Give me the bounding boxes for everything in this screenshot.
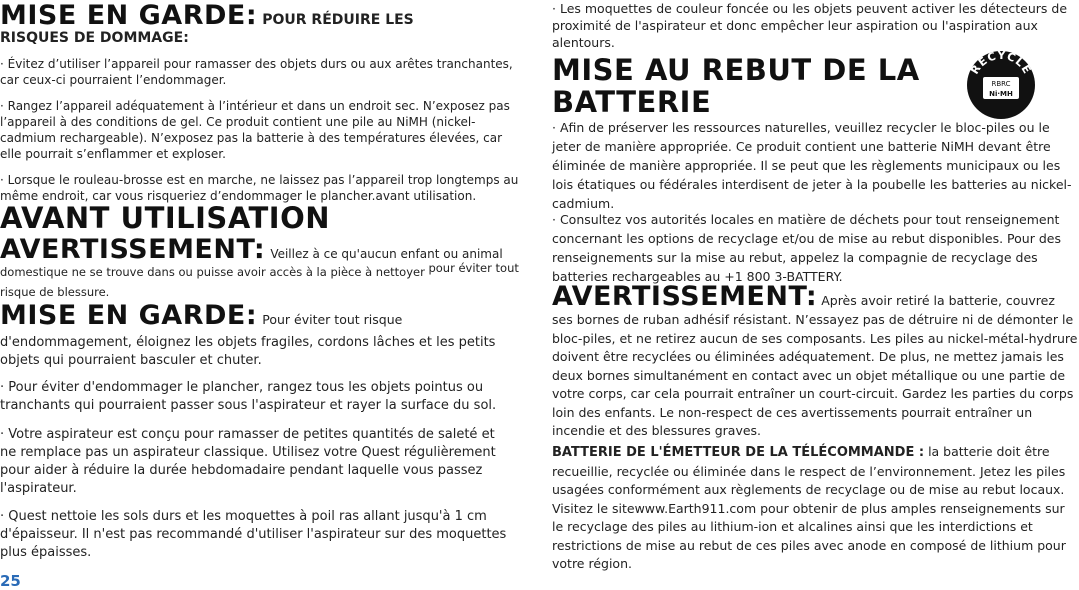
paragraph: d'endommagement, éloignez les objets fragiles, cordons lâches et les petits objets qui pourraient basculer et chuter. — [0, 335, 496, 368]
page-number: 25 — [0, 572, 21, 590]
paragraph: · Quest nettoie les sols durs et les moquettes à poil ras allant jusqu'à 1 cm d'épaisseur. Il n'est pas recommandé d'utiliser l'aspirateur sur des moquettes plus épaisses. — [0, 509, 507, 560]
caution-heading-1: MISE EN GARDE: POUR RÉDUIRE LES — [0, 0, 414, 31]
logo-middle-text: RBRC — [991, 80, 1011, 88]
warning-text: domestique ne se trouve dans ou puisse avoir accès à la pièce à nettoyer pour éviter tout — [0, 261, 519, 279]
disposal-heading-line2: BATTERIE — [552, 85, 712, 119]
paragraph: · Rangez l’appareil adéquatement à l’intérieur et dans un endroit sec. N’exposez pas l’appareil à des conditions de gel. Ce produit contient une pile au NiMH (nickel-cadmium rechargeable). N’exposez pas la batterie à des températures élevées, car elle pourrait s’enflammer et exploser. — [0, 99, 510, 161]
warning-block-2: AVERTISSEMENT: Après avoir retiré la batterie, couvrez ses bornes de ruban adhésif résistant. N’essayez pas de détruire ni de démonter le bloc-piles, et ne retirez aucun de ses composants. Les piles au nickel-métal-hydrure doivent être recyclées ou éliminées adéquatement. De plus, ne mettez jamais les deux bornes simultanément en contact avec un objet métallique ou une partie de votre corps, car cela pourrait entraîner un court-circuit. Gardez les parties du corps loin des enfants. Le non-respect de ces avertissements pourrait entraîner un incendie et des blessures graves. — [552, 281, 1078, 438]
paragraph: · Lorsque le rouleau-brosse est en marche, ne laissez pas l’appareil trop longtemps au même endroit, car vous risqueriez d’endommager le plancher.avant utilisation. — [0, 173, 519, 203]
warning-heading-1: AVERTISSEMENT: Veillez à ce qu'aucun enfant ou animal — [0, 234, 503, 265]
logo-top-text: RECYCLE — [968, 50, 1034, 77]
paragraph: · Évitez d’utiliser l’appareil pour ramasser des objets durs ou aux arêtes tranchantes, car ceux-ci pourraient l’endommager. — [0, 57, 513, 87]
remote-battery-block: BATTERIE DE L'ÉMETTEUR DE LA TÉLÉCOMMANDE : la batterie doit être recueillie, recyclée ou éliminée dans le respect de l’environnement. Jetez les piles usagées conformément aux règlements de recyclage ou de mise au rebut locaux. Visitez le sitewww.Earth911.com pour obtenir de plus amples renseignements sur le recyclage des piles au lithium-ion et alcalines ainsi que les interdictions et restrictions de mise au rebut de ces piles avec anode en composé de lithium pour votre région. — [552, 444, 1066, 571]
rbrc-recycle-logo — [966, 50, 1036, 120]
paragraph: · Afin de préserver les ressources naturelles, veuillez recycler le bloc-piles ou le jeter de manière appropriée. Ce produit contient une batterie NiMH devant être éliminée de manière appropriée. Il se peut que les règlements municipaux ou les lois étatiques ou fédérales interdisent de jeter à la poubelle les batteries au nickel-cadmium. — [552, 120, 1072, 211]
paragraph: · Consultez vos autorités locales en matière de déchets pour tout renseignement concernant les options de recyclage et/ou de mise au rebut disponibles. Pour des renseignements sur la mise au rebut, appelez la compagnie de recyclage des batteries rechargeables au +1 800 3-BATTERY. — [552, 212, 1061, 284]
paragraph: · Pour éviter d'endommager le plancher, rangez tous les objets pointus ou tranchants qui pourraient passer sous l'aspirateur et rayer la surface du sol. — [0, 380, 497, 413]
paragraph: · Les moquettes de couleur foncée ou les objets peuvent activer les détecteurs de proximité de l'aspirateur et donc empêcher leur aspiration ou l'aspiration aux alentours. — [552, 1, 1068, 50]
disposal-heading-line1: MISE AU REBUT DE LA — [552, 53, 920, 87]
before-use-heading: AVANT UTILISATION — [0, 201, 331, 235]
logo-bottom-text: Ni·MH — [989, 90, 1013, 98]
caution-heading-2: MISE EN GARDE: Pour éviter tout risque — [0, 300, 403, 331]
caution-subheading: RISQUES DE DOMMAGE: — [0, 30, 189, 46]
paragraph: · Votre aspirateur est conçu pour ramasser de petites quantités de saleté et ne remplace pas un aspirateur classique. Utilisez votre Quest régulièrement pour aider à réduire la durée hebdomadaire pendant laquelle vous passez l'aspirateur. — [0, 427, 496, 496]
warning-text-end: risque de blessure. — [0, 285, 110, 299]
